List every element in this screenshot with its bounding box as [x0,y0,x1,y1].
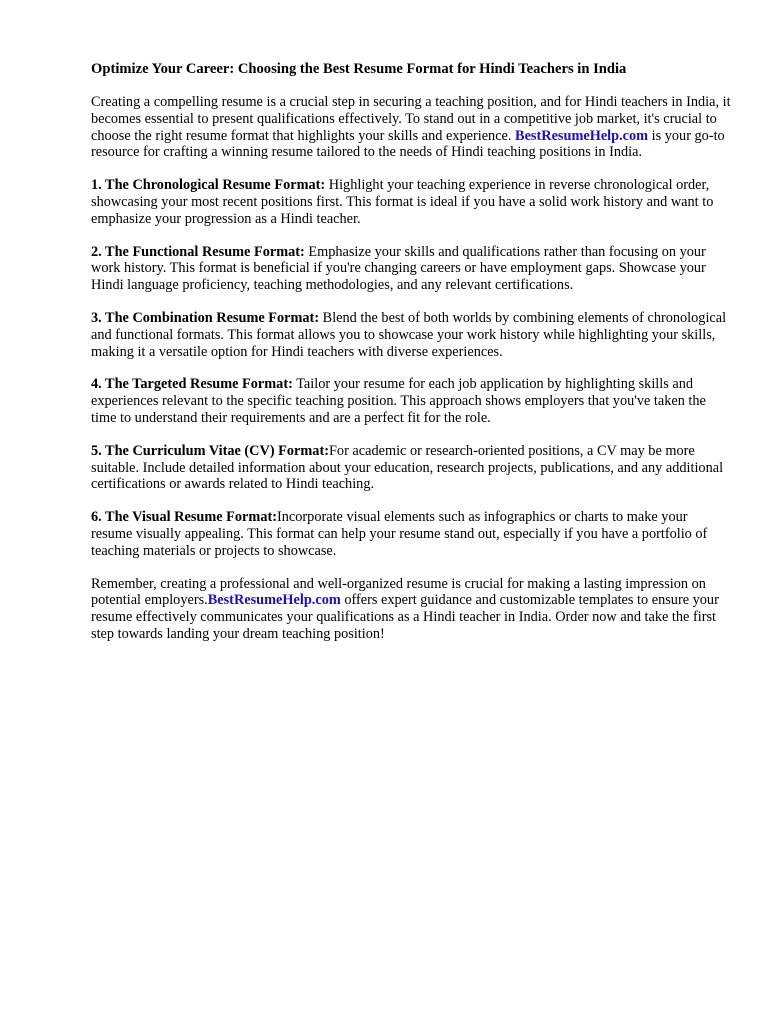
section-body: Incorporate visual elements such as infographics or charts to make your resume visually appealing. This format can help your resume stand out, especially if you have a portfolio of teaching materials or projects to showcase. [91,509,708,559]
page-title: Optimize Your Career: Choosing the Best Resume Format for Hindi Teachers in India [91,61,627,77]
closing-text-continued: offers expert guidance and customizable templates to ensure your resume effectively communicates your qualifications as a Hindi teacher in India. Order now and take the first step towards landing your dream teaching position! [91,592,719,642]
section-heading: 2. The Functional Resume Format: [91,243,305,260]
bestresumehelp-link[interactable]: BestResumeHelp.com [207,592,341,609]
section-body: Tailor your resume for each job application by highlighting skills and experiences relevant to the specific teaching position. This approach shows employers that you've taken the time to understand their requirements and are a perfect fit for the role. [91,376,706,426]
intro-text: Creating a compelling resume is a crucial step in securing a teaching position, and for Hindi teachers in India, it becomes essential to present qualifications effectively. To stand out in a competitive job market, it's crucial to choose the right resume format that highlights your skills and experience. [91,94,731,144]
closing-paragraph [91,576,731,643]
section-body: For academic or research-oriented positions, a CV may be more suitable. Include detailed information about your education, research projects, publications, and any additional certifications or awards related to Hindi teaching. [91,442,724,493]
section-functional [91,244,731,294]
section-visual [91,509,731,559]
section-heading: 1. The Chronological Resume Format: [91,177,326,194]
section-body: Emphasize your skills and qualifications rather than focusing on your work history. This format is beneficial if you're changing careers or have employment gaps. Showcase your Hindi language proficiency, teaching methodologies, and any relevant certifications. [91,243,706,294]
section-body: Highlight your teaching experience in reverse chronological order, showcasing your most recent positions first. This format is ideal if you have a solid work history and want to emphasize your progression as a Hindi teacher. [91,177,714,227]
section-chronological [91,177,731,227]
section-body: Blend the best of both worlds by combining elements of chronological and functional formats. This format allows you to showcase your work history while highlighting your skills, making it a versatile option for Hindi teachers with diverse experiences. [91,309,727,360]
section-curriculum-vitae [91,443,731,493]
intro-paragraph [91,94,731,161]
section-heading: 3. The Combination Resume Format: [91,309,320,326]
closing-text: Remember, creating a professional and well-organized resume is crucial for making a lasting impression on potential employers. [91,575,706,609]
section-heading: 4. The Targeted Resume Format: [91,376,293,393]
section-targeted [91,376,731,426]
section-combination [91,310,731,360]
section-heading: 6. The Visual Resume Format: [91,509,277,526]
intro-text-continued: is your go-to resource for crafting a winning resume tailored to the needs of Hindi teaching positions in India. [91,127,725,161]
section-heading: 5. The Curriculum Vitae (CV) Format: [91,442,329,459]
bestresumehelp-link[interactable]: BestResumeHelp.com [515,127,649,144]
document-page [91,60,731,659]
